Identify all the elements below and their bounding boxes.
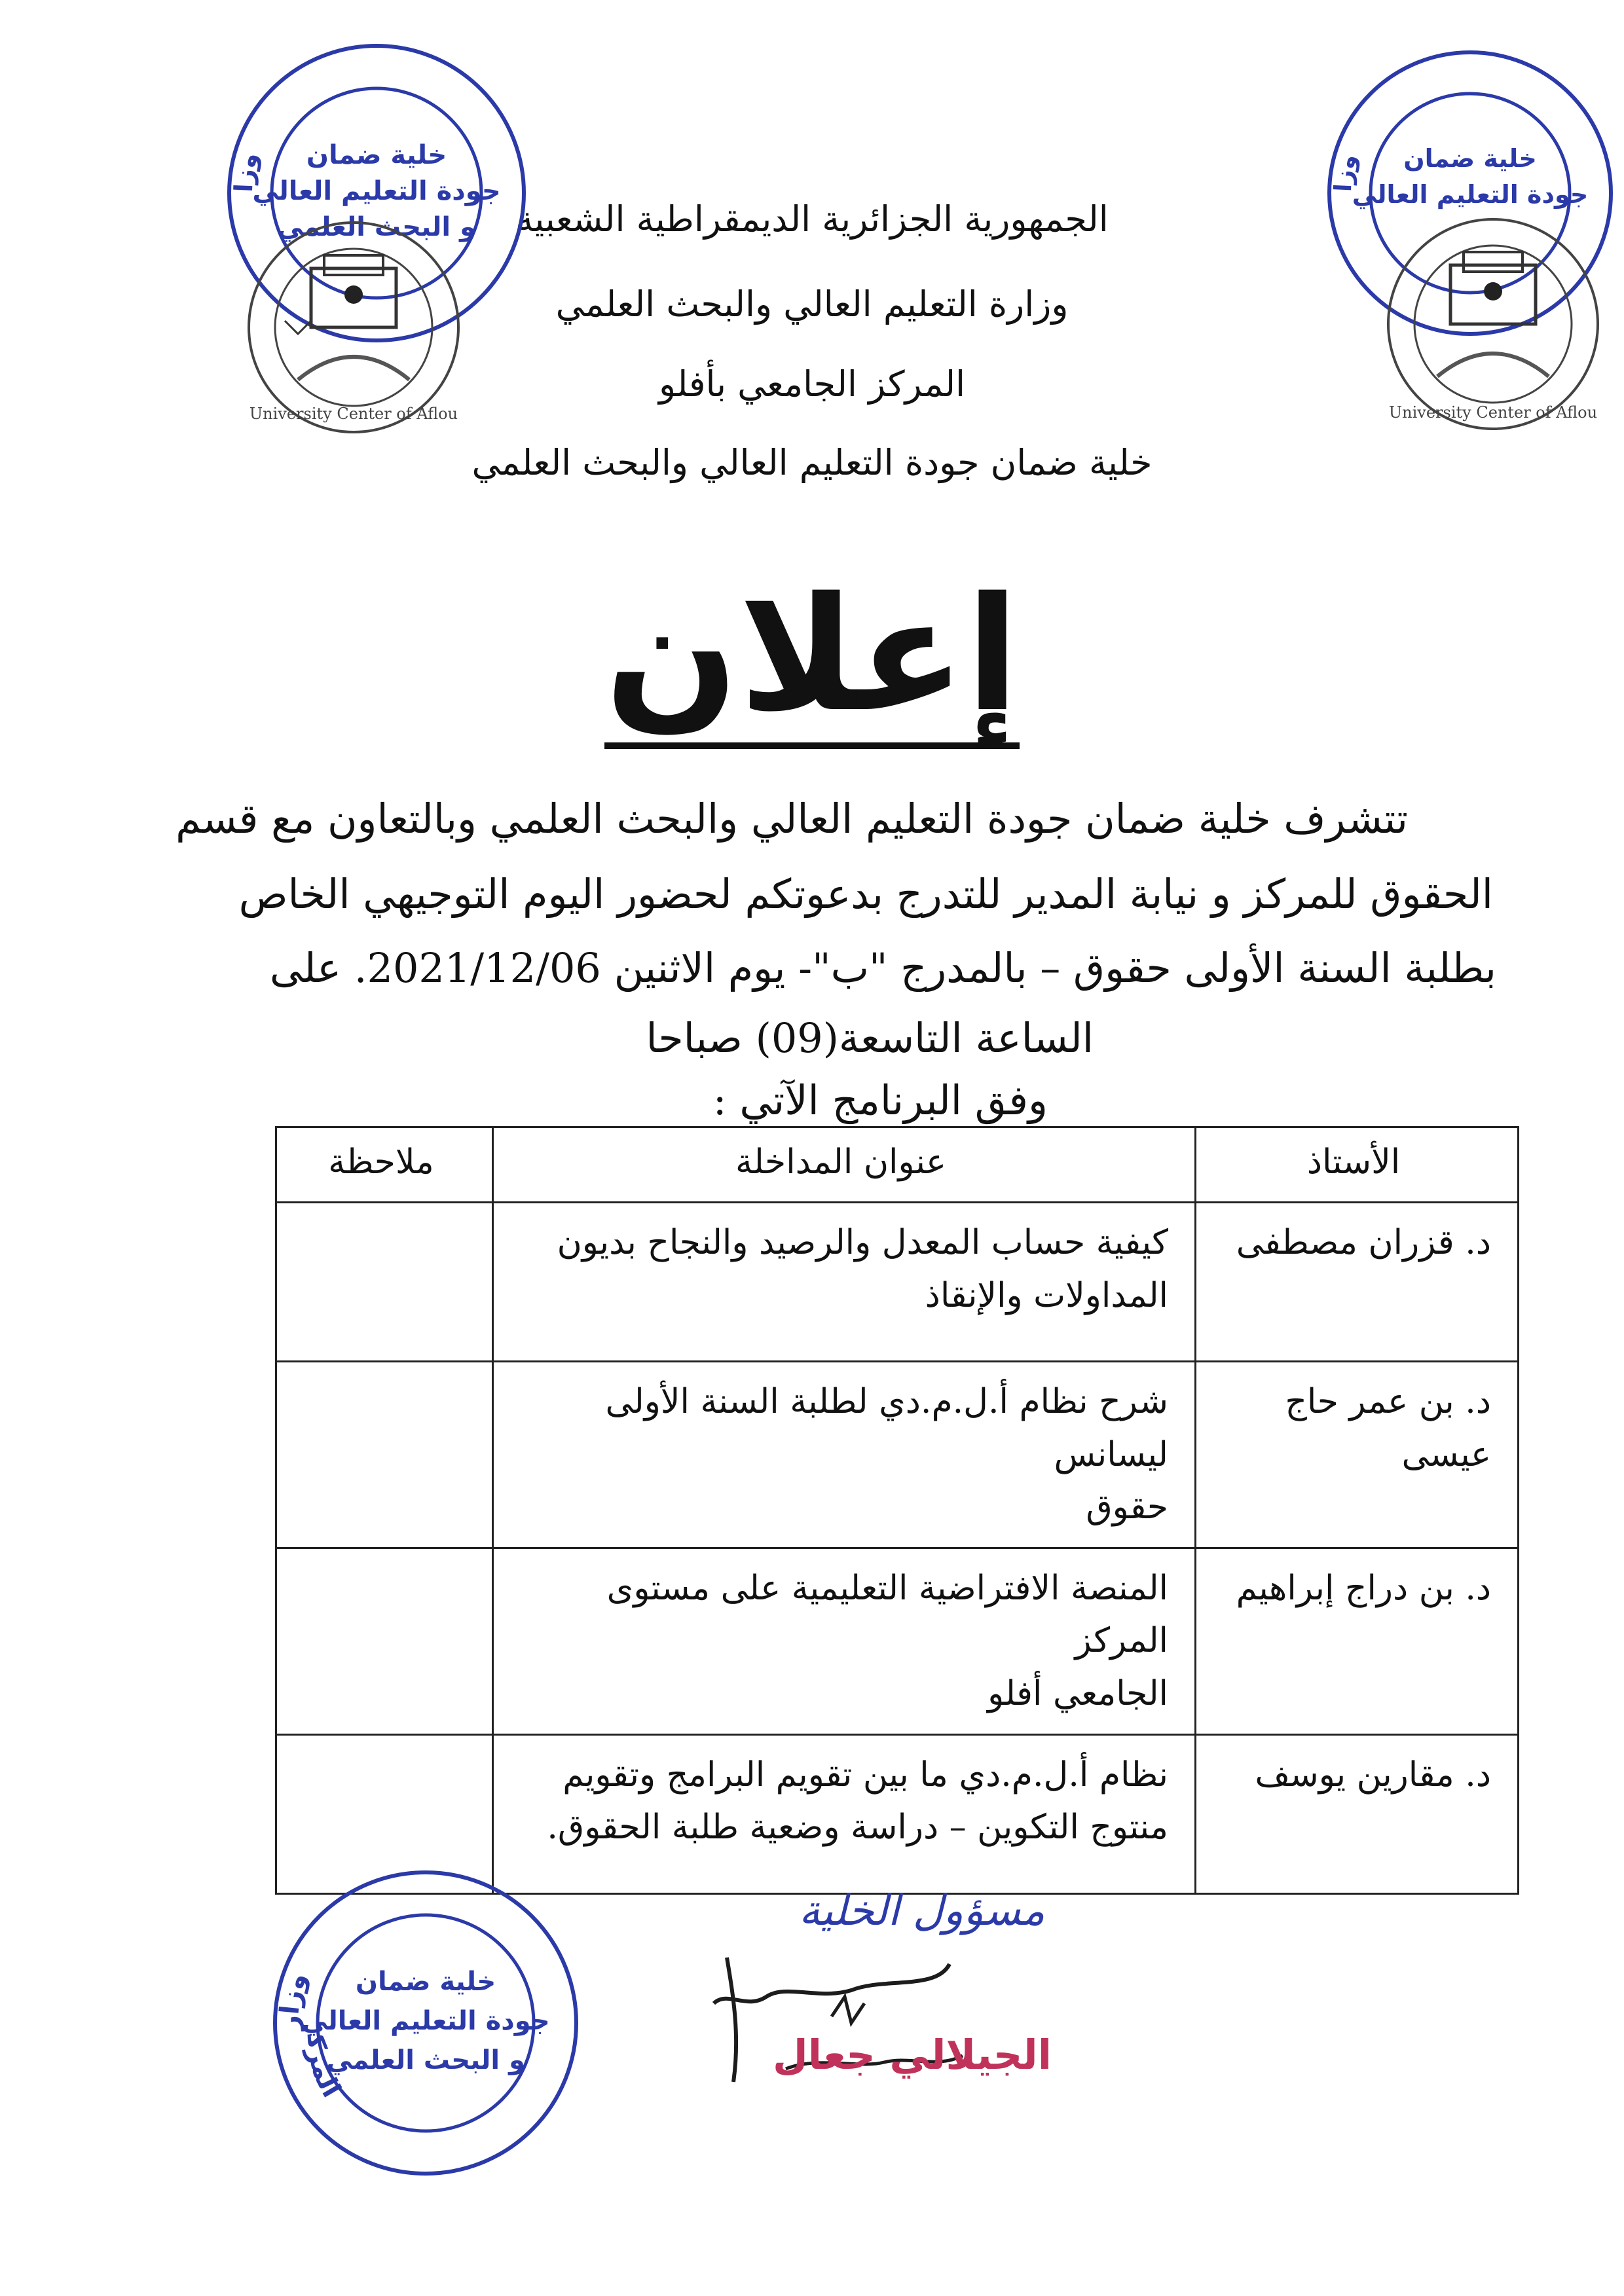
- header-ministry: وزارة التعليم العالي والبحث العلمي: [555, 283, 1069, 325]
- row-title: نظام أ.ل.م.دي ما بين تقويم البرامج وتقويم منتوج التكوين – دراسة وضعية طلبة الحقوق.: [493, 1734, 1196, 1893]
- svg-text:المركز الجامعي أفلو: المرك: [301, 2033, 347, 2103]
- row-title: كيفية حساب المعدل والرصيد والنجاح بديون المداولات والإنقاذ: [493, 1203, 1196, 1362]
- svg-text:جودة التعليم العالي: جودة التعليم العالي: [1352, 180, 1589, 209]
- header-center: المركز الجامعي بأفلو: [658, 363, 966, 405]
- svg-text:و البحث العلمي: و البحث العلمي: [277, 212, 476, 242]
- body-line-3: بطلبة السنة الأولى حقوق – بالمدرج "ب"- يوم الاثنين 2021/12/06. على: [269, 944, 1496, 992]
- svg-text:University Center of Aflou: University Center of Aflou: [249, 405, 458, 423]
- row-note: [276, 1203, 493, 1362]
- table-row: [276, 1362, 1519, 1548]
- svg-text:جودة التعليم العالي: جودة التعليم العالي: [252, 176, 501, 206]
- body-line-2: الحقوق للمركز و نيابة المدير للتدرج بدعوتكم لحضور اليوم التوجيهي الخاص: [238, 870, 1493, 918]
- table-row: [276, 1548, 1519, 1734]
- table-row: [276, 1203, 1519, 1362]
- header-professor: الأستاذ: [1196, 1127, 1519, 1203]
- svg-text:مسؤول الخلية: مسؤول الخلية: [799, 1887, 1045, 1935]
- svg-text:خلية ضمان: خلية ضمان: [306, 140, 447, 170]
- svg-text:خلية ضمان: خلية ضمان: [1403, 144, 1537, 173]
- body-line-5: وفق البرنامج الآتي :: [712, 1076, 1048, 1124]
- body-line-4: الساعة التاسعة(09) صباحا: [646, 1014, 1094, 1062]
- svg-text:الجيلالي جعال: الجيلالي جعال: [773, 2031, 1052, 2079]
- header-republic: الجمهورية الجزائرية الديمقراطية الشعبية: [515, 198, 1109, 240]
- header-note: ملاحظة: [276, 1127, 493, 1203]
- row-title: شرح نظام أ.ل.م.دي لطلبة السنة الأولى ليسانس حقوق: [493, 1362, 1196, 1548]
- svg-text:و البحث العلمي: و البحث العلمي: [326, 2045, 525, 2075]
- svg-text:وزارة التعليم العالي والبحث ال: وزار: [274, 1969, 313, 2031]
- header-title: عنوان المداخلة: [493, 1127, 1196, 1203]
- row-professor: د. بن دراج إبراهيم: [1196, 1548, 1519, 1734]
- svg-text:جودة التعليم العالي: جودة التعليم العالي: [301, 2006, 550, 2036]
- svg-text:وزارة التعليم العالي والبحث ال: وزا: [229, 149, 264, 193]
- svg-text:خلية ضمان: خلية ضمان: [355, 1967, 496, 1997]
- svg-text:وزارة التعليم العالي والبحث ال: وزا: [1329, 151, 1363, 192]
- university-seal-top-right: [1369, 210, 1617, 439]
- svg-text:University Center of Aflou: University Center of Aflou: [1388, 403, 1598, 422]
- header-cell: خلية ضمان جودة التعليم العالي والبحث العلمي: [471, 442, 1153, 483]
- row-professor: د. قزران مصطفى: [1196, 1203, 1519, 1362]
- row-professor: د. مقارين يوسف: [1196, 1734, 1519, 1893]
- body-line-1: تتشرف خلية ضمان جودة التعليم العالي والبحث العلمي وبالتعاون مع قسم: [175, 795, 1408, 843]
- row-note: [276, 1548, 493, 1734]
- row-note: [276, 1362, 493, 1548]
- program-table: [275, 1126, 1519, 1895]
- university-seal-top-left: [226, 216, 481, 439]
- row-professor: د. بن عمر حاج عيسى: [1196, 1362, 1519, 1548]
- table-header-row: [276, 1127, 1519, 1203]
- row-title: المنصة الافتراضية التعليمية على مستوى المركز الجامعي أفلو: [493, 1548, 1196, 1734]
- announcement-title: إعلان: [0, 576, 1624, 749]
- signature-name-stamp: [530, 2016, 1052, 2095]
